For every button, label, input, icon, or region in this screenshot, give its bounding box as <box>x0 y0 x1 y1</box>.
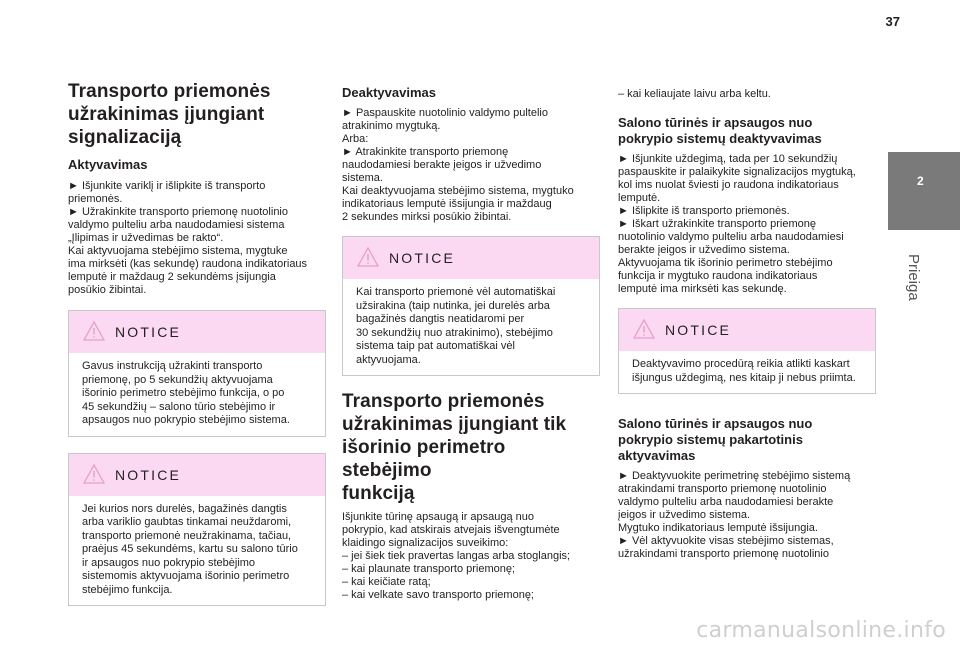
warning-icon <box>633 319 655 339</box>
notice-text: Kai transporto priemonė vėl automatiškai užsirakina (taip nutinka, jei durelės arba bagažinės dangtis neatidaromi per 30 sekundžių nuo atrakinimo), stebėjimo sistema taip pat automatiškai vėl aktyvuojama. <box>356 286 556 366</box>
chapter-tab[interactable] <box>888 152 960 230</box>
notice-text: Gavus instrukciją užrakinti transporto priemonę, po 5 sekundžių aktyvuojama išorinio perimetro stebėjimo funkcija, o po 45 sekundžių – salono tūrio stebėjimo ir apsaugos nuo pokrypio stebėjimo sistema. <box>82 360 290 426</box>
column-2 <box>342 85 600 602</box>
notice-title: NOTICE <box>115 324 182 340</box>
notice-header <box>69 454 325 496</box>
column-1 <box>68 80 326 618</box>
notice-header <box>619 309 875 351</box>
deactivation-text: ► Paspauskite nuotolinio valdymo pultelio atrakinimo mygtuką. Arba: ► Atrakinkite transporto priemonę naudodamiesi berakte įeigos ir užvedimo sistema. Kai deaktyvuojama stebėjimo sistema, mygtuko indikatoriaus lemputė išsijungia ir maždaug 2 sekundes mirksi posūkio žibintai. <box>342 107 574 223</box>
list-continuation: – kai keliaujate laivu arba keltu. <box>618 88 771 100</box>
subsection-title-activation: Aktyvavimas <box>68 157 148 172</box>
notice-title: NOTICE <box>665 322 732 338</box>
notice-title: NOTICE <box>389 250 456 266</box>
section-title: Transporto priemonės užrakinimas įjungiant tik išorinio perimetro stebėjimo funkciją <box>342 391 567 504</box>
notice-box <box>68 310 326 437</box>
activation-text: ► Išjunkite variklį ir išlipkite iš transporto priemonės. ► Užrakinkite transporto priemonę nuotolinio valdymo pulteliu arba naudodamiesi sistema „Įlipimas ir užvedimas be rakto“. Kai aktyvuojama stebėjimo sistema, mygtuke ima mirksėti (kas sekundę) raudona indikatoriaus lemputė ir maždaug 2 sekundėms įsijungia posūkio žibintai. <box>68 180 308 296</box>
chapter-number: 2 <box>917 174 924 188</box>
section-title: Transporto priemonės užrakinimas įjungiant signalizaciją <box>68 81 271 148</box>
notice-header <box>69 311 325 353</box>
notice-box <box>68 453 326 607</box>
watermark: carmanualsonline.info <box>696 618 946 643</box>
deactivation-interior-text: ► Išjunkite uždegimą, tada per 10 sekundžių paspauskite ir palaikykite signalizacijos mygtuką, kol ims nuolat šviesti jo raudona indikatoriaus lemputė. ► Išlipkite iš transporto priemonės. ► Iškart užrakinkite transporto priemonę nuotolinio valdymo pulteliu arba naudodamiesi berakte įeigos ir užvedimo sistema. Aktyvuojama tik išorinio perimetro stebėjimo funkcija ir mygtuko raudona indikatoriaus lemputė ima mirksėti kas sekundę. <box>618 153 856 295</box>
perimeter-only-text: Išjunkite tūrinę apsaugą ir apsaugą nuo pokrypio, kad atskirais atvejais išvengtumėte klaidingo signalizacijos suveikimo: – jei šiek tiek pravertas langas arba stoglangis; – kai plaunate transporto priemonę; – kai keičiate ratą; – kai velkate savo transporto priemonę; <box>342 511 571 601</box>
heading-deactivation-interior: Salono tūrinės ir apsaugos nuo pokrypio sistemų deaktyvavimas <box>618 115 822 146</box>
warning-icon <box>83 464 105 484</box>
subsection-title-deactivation: Deaktyvavimas <box>342 85 436 100</box>
page-number: 37 <box>885 14 900 29</box>
warning-icon <box>83 321 105 341</box>
column-3 <box>618 88 876 561</box>
notice-box <box>342 236 600 376</box>
notice-text: Jei kurios nors durelės, bagažinės dangtis arba variklio gaubtas tinkamai neuždaromi, transporto priemonė neužrakinama, tačiau, praėjus 45 sekundėms, kartu su salono tūrio ir apsaugos nuo pokrypio stebėjimo sistemomis aktyvuojama išorinio perimetro stebėjimo funkcija. <box>82 502 298 596</box>
reactivation-interior-text: ► Deaktyvuokite perimetrinę stebėjimo sistemą atrakindami transporto priemonę nuotolinio valdymo pulteliu arba naudodamiesi berakte įeigos ir užvedimo sistema. Mygtuko indikatoriaus lemputė išsijungia. ► Vėl aktyvuokite visas stebėjimo sistemas, užrakindami transporto priemonę nuotolinio <box>618 470 851 560</box>
notice-box <box>618 308 876 394</box>
notice-header <box>343 237 599 279</box>
chapter-label: Prieiga <box>905 254 922 301</box>
warning-icon <box>357 247 379 267</box>
heading-reactivation-interior: Salono tūrinės ir apsaugos nuo pokrypio sistemų pakartotinis aktyvavimas <box>618 416 813 463</box>
notice-title: NOTICE <box>115 466 182 483</box>
notice-text: Deaktyvavimo procedūrą reikia atlikti kaskart išjungus uždegimą, nes kitaip ji nebus priimta. <box>632 358 856 384</box>
